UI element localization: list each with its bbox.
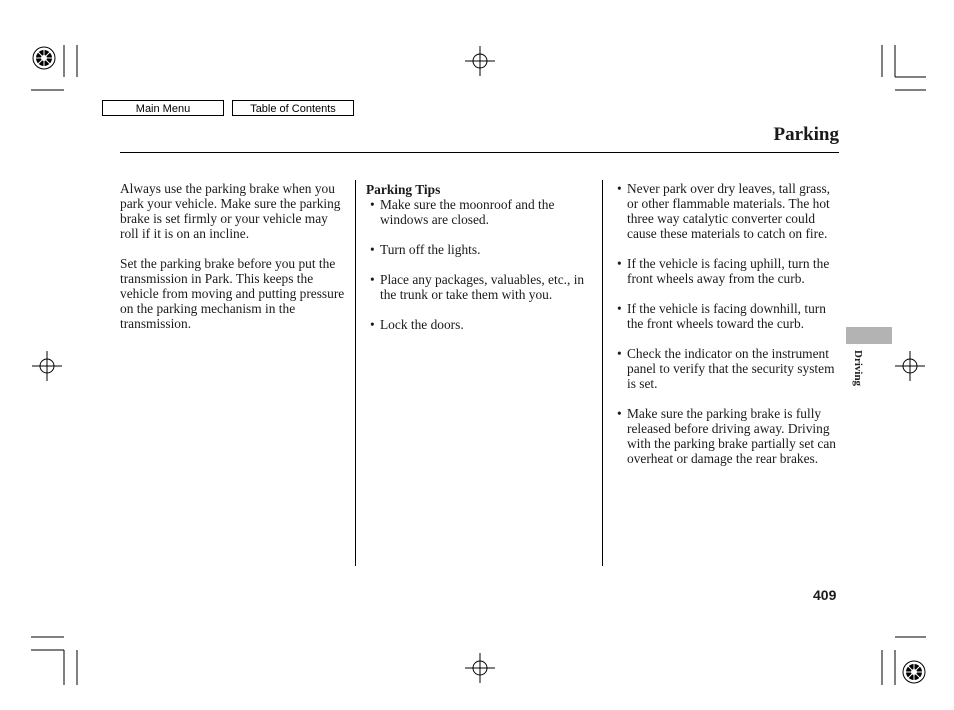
page-number: 409: [813, 587, 837, 603]
crosshair-top: [465, 46, 495, 76]
list-item: • If the vehicle is facing downhill, turn the front wheels toward the curb.: [613, 301, 841, 331]
column-divider: [602, 180, 603, 566]
parking-warnings-list: [613, 181, 841, 466]
list-item: • Make sure the parking brake is fully released before driving away. Driving with the parking brake partially set can overheat or damage the rear brakes.: [613, 406, 841, 466]
crosshair-right: [895, 351, 925, 381]
crosshair-bottom: [465, 653, 495, 683]
main-menu-button[interactable]: Main Menu: [102, 100, 224, 116]
list-item: • Lock the doors.: [366, 317, 598, 332]
starburst-bottom-right: [903, 661, 925, 683]
section-tab[interactable]: [846, 327, 892, 344]
list-item: • Turn off the lights.: [366, 242, 598, 257]
section-heading: Parking Tips: [366, 182, 441, 197]
column-3: [613, 181, 841, 481]
parking-tips-list: [366, 197, 598, 332]
list-item: • Place any packages, valuables, etc., in the trunk or take them with you.: [366, 272, 598, 302]
list-item: • Check the indicator on the instrument panel to verify that the security system is set.: [613, 346, 841, 391]
column-divider: [355, 180, 356, 566]
list-item: • If the vehicle is facing uphill, turn the front wheels away from the curb.: [613, 256, 841, 286]
page-title: Parking: [773, 124, 839, 145]
paragraph: Set the parking brake before you put the transmission in Park. This keeps the vehicle from moving and putting pressure on the parking mechanism in the transmission.: [120, 256, 345, 331]
table-of-contents-button[interactable]: Table of Contents: [232, 100, 354, 116]
title-rule: [120, 152, 839, 153]
crosshair-left: [32, 351, 62, 381]
column-2: [366, 182, 598, 347]
list-item: • Never park over dry leaves, tall grass, or other flammable materials. The hot three way catalytic converter could cause these materials to catch on fire.: [613, 181, 841, 241]
starburst-top-left: [33, 47, 55, 69]
section-tab-label: Driving: [852, 350, 864, 387]
paragraph: Always use the parking brake when you park your vehicle. Make sure the parking brake is set firmly or your vehicle may roll if it is on an incline.: [120, 181, 341, 241]
list-item: • Make sure the moonroof and the windows are closed.: [366, 197, 598, 227]
column-1: [120, 181, 346, 346]
